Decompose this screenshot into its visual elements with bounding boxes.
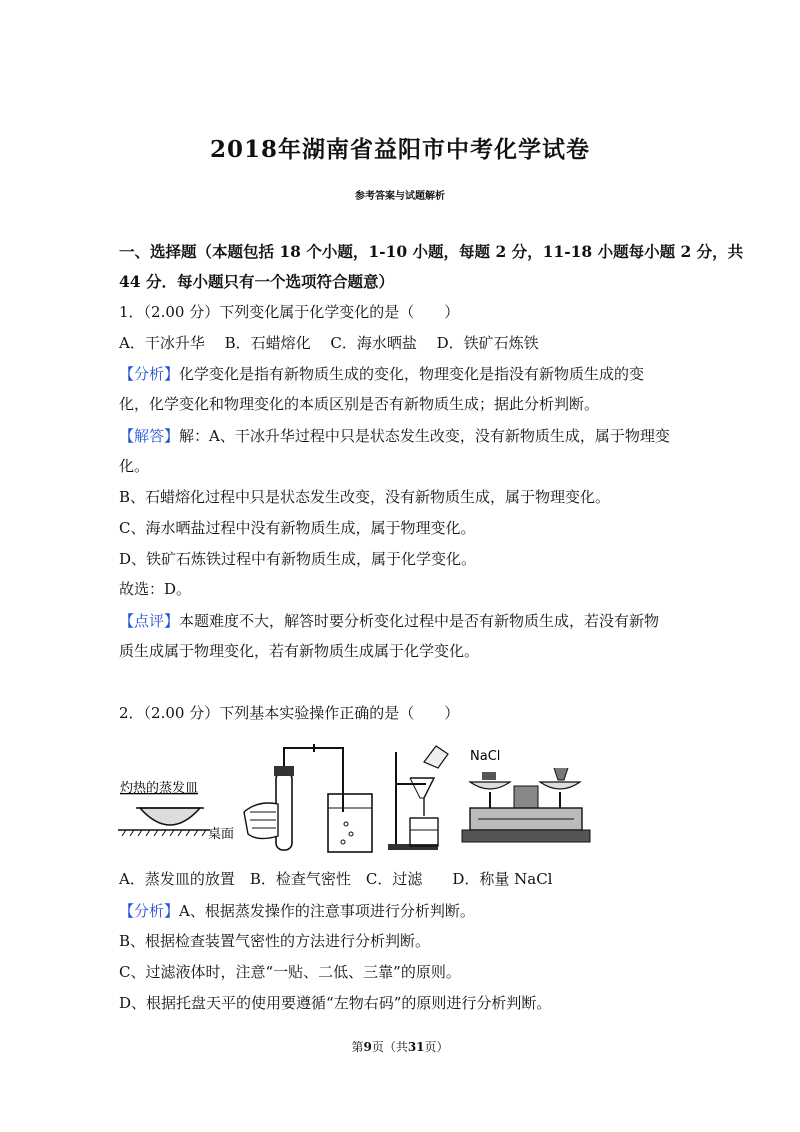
- analysis-text: A、根据蒸发操作的注意事项进行分析判断。: [179, 902, 475, 920]
- q1-options: A．干冰升华 B．石蜡熔化 C．海水晒盐 D．铁矿石炼铁: [119, 334, 539, 352]
- footer-mid: 页（共: [371, 1040, 408, 1054]
- footer-pre: 第: [351, 1040, 364, 1054]
- q1-analysis-line-1: [119, 364, 644, 384]
- review-text: 本题难度不大，解答时要分析变化过程中是否有新物质生成，若没有新物: [179, 612, 660, 630]
- q2-analysis-b: B、根据检查装置气密性的方法进行分析判断。: [119, 932, 431, 950]
- q1-answer-b: B、石蜡熔化过程中只是状态发生改变，没有新物质生成，属于物理变化。: [119, 488, 611, 506]
- nacl-label: NaCl: [470, 749, 501, 764]
- q2-analysis-a: [119, 901, 475, 921]
- dish-label: 灼热的蒸发皿: [120, 781, 199, 796]
- review-tag: 【点评】: [119, 612, 180, 630]
- q2-figures: [118, 742, 688, 854]
- section-heading-line-1: 一、选择题（本题包括 18 个小题，1-10 小题，每题 2 分，11-18 小题每小题 2 分，共: [119, 242, 744, 261]
- section-heading-line-2: 44 分．每小题只有一个选项符合题意）: [119, 272, 394, 291]
- page-subtitle: 参考答案与试题解析: [355, 191, 445, 202]
- footer-page-number: 9: [363, 1040, 372, 1054]
- q2-analysis-c: C、过滤液体时，注意“一贴、二低、三靠”的原则。: [119, 963, 461, 981]
- answer-text: 解：A、干冰升华过程中只是状态发生改变，没有新物质生成，属于物理变: [179, 427, 670, 445]
- figure-d-balance: [462, 749, 590, 842]
- q1-analysis-line-2: 化，化学变化和物理变化的本质区别是否有新物质生成；据此分析判断。: [119, 395, 600, 413]
- analysis-tag: 【分析】: [119, 902, 180, 920]
- analysis-text: 化学变化是指有新物质生成的变化，物理变化是指没有新物质生成的变: [179, 365, 645, 383]
- q1-answer-line-1: [119, 426, 670, 446]
- q1-choice: 故选：D。: [119, 580, 192, 598]
- figure-a-evaporating-dish: [118, 780, 234, 842]
- q1-review-line-1: [119, 611, 659, 631]
- page-title: 2018年湖南省益阳市中考化学试卷: [209, 136, 590, 163]
- page-footer: [0, 1038, 800, 1055]
- footer-post: 页）: [424, 1040, 449, 1054]
- answer-tag: 【解答】: [119, 427, 180, 445]
- q2-analysis-d: D、根据托盘天平的使用要遵循“左物右码”的原则进行分析判断。: [119, 994, 552, 1012]
- figure-b-airtightness: [244, 744, 372, 852]
- footer-total-pages: 31: [407, 1040, 425, 1054]
- q2-options: A．蒸发皿的放置 B．检查气密性 C．过滤 D．称量 NaCl: [119, 870, 553, 888]
- q1-stem: 1．（2.00 分）下列变化属于化学变化的是（ ）: [119, 303, 460, 321]
- q1-answer-line-2: 化。: [119, 457, 150, 475]
- q1-answer-d: D、铁矿石炼铁过程中有新物质生成，属于化学变化。: [119, 550, 477, 568]
- analysis-tag: 【分析】: [119, 365, 180, 383]
- q1-review-line-2: 质生成属于物理变化，若有新物质生成属于化学变化。: [119, 642, 480, 660]
- q2-stem: 2．（2.00 分）下列基本实验操作正确的是（ ）: [119, 704, 460, 722]
- table-label: 桌面: [208, 827, 235, 842]
- q1-answer-c: C、海水晒盐过程中没有新物质生成，属于物理变化。: [119, 519, 476, 537]
- figure-c-filtration: [388, 746, 448, 850]
